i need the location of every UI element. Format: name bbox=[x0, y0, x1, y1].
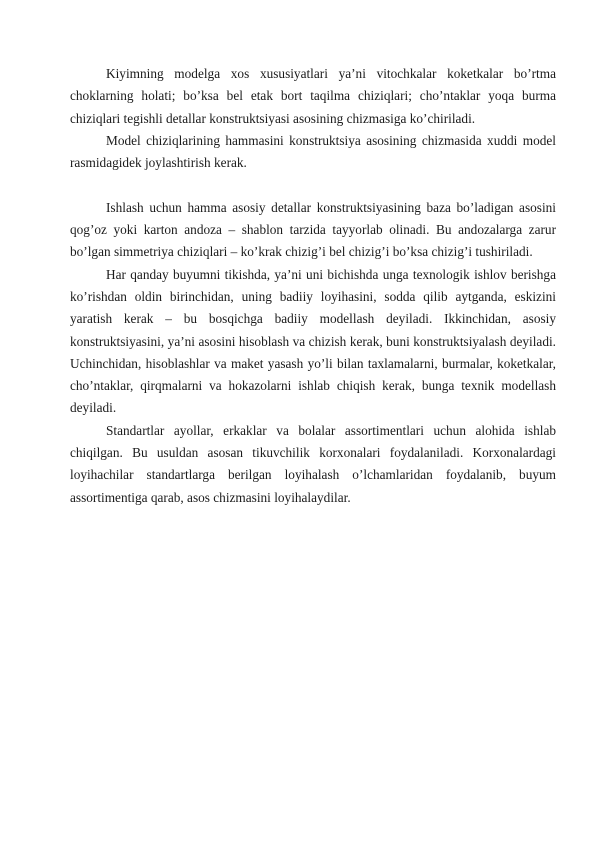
blank-line bbox=[70, 174, 556, 196]
paragraph-1: Kiyimning modelga xos xususiyatlari ya’ni vitochkalar koketkalar bo’rtma choklarning holati; bo’ksa bel etak bort taqilma chiziqlari; cho’ntaklar yoqa burma chiziqlari tegishli detallar konstruktsiyasi asosining chizmasiga ko’chiriladi. bbox=[70, 66, 556, 126]
paragraph-3: Ishlash uchun hamma asosiy detallar konstruktsiyasining baza bo’ladigan asosini qog’oz yoki karton andoza – shablon tarzida tayyorlab olinadi. Bu andozalarga zarur bo’lgan simmetriya chiziqlari – ko’krak chizig’i bel chizig’i bo’ksa chizig’i tushiriladi. bbox=[70, 199, 556, 260]
document-body bbox=[70, 63, 556, 509]
paragraph-2: Model chiziqlarining hammasini konstruktsiya asosining chizmasida xuddi model rasmidagidek joylashtirish kerak. bbox=[70, 132, 556, 171]
paragraph-4: Har qanday buyumni tikishda, ya’ni uni bichishda unga texnologik ishlov berishga ko’rishdan oldin birinchidan, uning badiiy loyihasini, sodda qilib aytganda, eskizini yaratish kerak – bu bosqichga badiiy modellash deyiladi. Ikkinchidan, asosiy konstruktsiyasini, ya’ni asosini hisoblash va chizish kerak, buni konstruktsiyalash deyiladi. Uchinchidan, hisoblashlar va maket yasash yo’li bilan taxlamalarni, burmalar, koketkalar, cho’ntaklar, qirqmalarni va hokazolarni ishlab chiqish kerak, bunga texnik modellash deyiladi. bbox=[70, 266, 556, 416]
paragraph-5: Standartlar ayollar, erkaklar va bolalar assortimentlari uchun alohida ishlab chiqilgan. Bu usuldan asosan tikuvchilik korxonalari foydalaniladi. Korxonalardagi loyihachilar standartlarga berilgan loyihalash o’lchamlaridan foydalanib, buyum assortimentiga qarab, asos chizmasini loyihalaydilar. bbox=[70, 422, 556, 505]
